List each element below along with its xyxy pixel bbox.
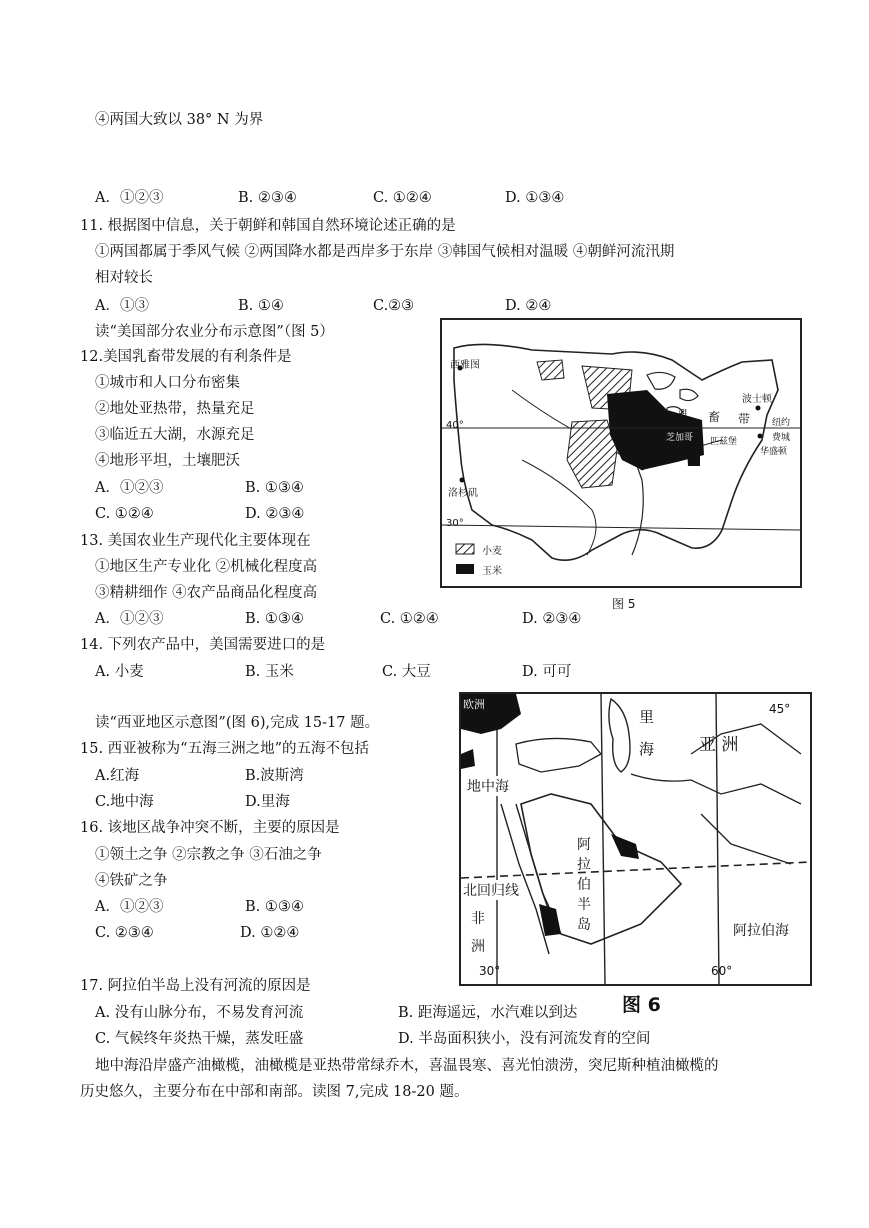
q13-statements-line1: ①地区生产专业化 ②机械化程度高	[95, 559, 318, 575]
label-lon-30: 30°	[479, 964, 501, 978]
q11-option-c: C.②③	[373, 298, 415, 314]
q14-option-c: C. 大豆	[382, 664, 431, 680]
label-caspian-1: 里	[639, 708, 655, 726]
q10-statement-4: ④两国大致以 38° N 为界	[95, 112, 264, 128]
q12-statement-1: ①城市和人口分布密集	[95, 375, 240, 391]
q12-statement-2: ②地处亚热带，热量充足	[95, 401, 255, 417]
q13-statements-line2: ③精耕细作 ④农产品商品化程度高	[95, 585, 318, 601]
q14-option-d: D. 可可	[522, 664, 572, 680]
figure6-intro: 读“西亚地区示意图”(图 6),完成 15-17 题。	[95, 715, 380, 731]
label-arabia-5: 岛	[577, 917, 591, 933]
q12-statement-3: ③临近五大湖，水源充足	[95, 427, 255, 443]
q13-option-c: C. ①②④	[380, 611, 439, 627]
q13-option-b: B. ①③④	[245, 611, 304, 627]
q12-option-d: D. ②③④	[245, 506, 305, 522]
figure5-us-agriculture-map	[440, 318, 802, 588]
label-asia: 亚 洲	[699, 735, 739, 755]
q16-stem: 16. 该地区战争冲突不断，主要的原因是	[80, 820, 340, 836]
q13-option-a: A．①②③	[95, 611, 164, 627]
q11-statements-line1: ①两国都属于季风气候 ②两国降水都是西岸多于东岸 ③韩国气候相对温暖 ④朝鲜河流汛期	[95, 244, 675, 260]
label-arabia-3: 伯	[577, 877, 591, 893]
legend-corn-label: 玉米	[482, 566, 502, 577]
label-africa-1: 非	[471, 911, 485, 927]
tropic-of-cancer-line	[461, 862, 810, 878]
q10-option-c: C. ①②④	[373, 190, 432, 206]
q12-option-b: B. ①③④	[245, 480, 304, 496]
label-tropic-of-cancer: 北回归线	[463, 880, 519, 900]
label-newyork: 纽约	[772, 418, 791, 428]
q16-statements-line1: ①领土之争 ②宗教之争 ③石油之争	[95, 847, 322, 863]
label-arabia-2: 拉	[577, 857, 591, 873]
persian-gulf-oil-region	[611, 834, 639, 859]
wheat-region-south	[567, 420, 617, 488]
q15-stem: 15. 西亚被称为“五海三洲之地”的五海不包括	[80, 741, 369, 757]
q11-stem: 11. 根据图中信息，关于朝鲜和韩国自然环境论述正确的是	[80, 218, 456, 234]
label-washington: 华盛顿	[760, 447, 788, 457]
q10-option-b: B. ②③④	[238, 190, 297, 206]
q10-option-d: D. ①③④	[505, 190, 565, 206]
q17-option-d: D. 半岛面积狭小，没有河流发育的空间	[398, 1031, 651, 1047]
anatolia-outline	[516, 738, 601, 772]
label-dairy-2: 畜	[708, 410, 721, 424]
south-coast	[701, 814, 791, 864]
q11-option-a: A．①③	[95, 298, 149, 314]
q14-stem: 14. 下列农产品中，美国需要进口的是	[80, 637, 326, 653]
label-dairy-1: 乳	[678, 408, 691, 422]
med-dark-patch	[461, 749, 475, 769]
q16-statements-line2: ④铁矿之争	[95, 873, 168, 889]
label-caspian-2: 海	[639, 740, 655, 758]
q14-option-a: A. 小麦	[95, 664, 144, 680]
label-lon-60: 60°	[711, 964, 733, 978]
q16-option-a: A．①②③	[95, 899, 164, 915]
figure6-caption: 图 6	[622, 994, 661, 1016]
label-pittsburgh: 匹兹堡	[710, 437, 738, 447]
legend-wheat-swatch	[456, 544, 474, 554]
q12-option-a: A．①②③	[95, 480, 164, 496]
iran-border	[631, 774, 801, 804]
q15-option-b: B.波斯湾	[245, 768, 304, 784]
label-europe: 欧洲	[463, 698, 485, 711]
latitude-30-line	[442, 525, 800, 530]
q16-option-c: C. ②③④	[95, 925, 154, 941]
label-lat-30: 30°	[446, 518, 464, 529]
west-asia-drawing	[461, 694, 810, 984]
q16-option-b: B. ①③④	[245, 899, 304, 915]
nyc-dot	[758, 434, 763, 439]
figure5-intro: 读“美国部分农业分布示意图”（图 5）	[95, 324, 334, 340]
label-lat-40: 40°	[446, 420, 464, 431]
q15-option-a: A.红海	[95, 768, 140, 784]
figure6-west-asia-map	[459, 692, 812, 986]
label-arabian-sea: 阿拉伯海	[733, 923, 789, 939]
la-dot	[460, 478, 465, 483]
legend-corn-swatch	[456, 564, 474, 574]
q12-statement-4: ④地形平坦，土壤肥沃	[95, 453, 240, 469]
q11-statements-line2: 相对较长	[95, 270, 153, 286]
q13-stem: 13. 美国农业生产现代化主要体现在	[80, 533, 311, 549]
label-boston: 波士顿	[742, 394, 772, 405]
boston-dot	[756, 406, 761, 411]
paragraph-line1: 地中海沿岸盛产油橄榄，油橄榄是亚热带常绿乔木，喜温畏寒、喜光怕溃涝，突尼斯种植油橄榄的	[95, 1058, 719, 1074]
label-dairy-3: 带	[738, 412, 751, 426]
q15-option-d: D.里海	[245, 794, 290, 810]
q10-option-a: A．①②③	[95, 190, 164, 206]
q17-stem: 17. 阿拉伯半岛上没有河流的原因是	[80, 978, 311, 994]
figure5-caption: 图 5	[612, 597, 636, 611]
paragraph-line2: 历史悠久，主要分布在中部和南部。读图 7,完成 18-20 题。	[80, 1084, 469, 1100]
chicago-dot	[656, 434, 661, 439]
q16-option-d: D. ①②④	[240, 925, 300, 941]
q17-option-b: B. 距海遥远，水汽难以到达	[398, 1005, 578, 1021]
label-philadelphia: 费城	[772, 433, 791, 443]
q14-option-b: B. 玉米	[245, 664, 294, 680]
label-arabia-1: 阿	[577, 837, 591, 853]
label-arabia-4: 半	[577, 897, 591, 913]
q11-option-d: D. ②④	[505, 298, 552, 314]
legend-wheat-label: 小麦	[482, 546, 502, 557]
q13-option-d: D. ②③④	[522, 611, 582, 627]
q11-option-b: B. ①④	[238, 298, 284, 314]
label-africa-2: 洲	[471, 939, 485, 955]
q15-option-c: C.地中海	[95, 794, 154, 810]
caspian-sea	[609, 699, 630, 772]
q17-option-c: C. 气候终年炎热干燥，蒸发旺盛	[95, 1031, 304, 1047]
q17-option-a: A. 没有山脉分布，不易发育河流	[95, 1005, 304, 1021]
q12-stem: 12.美国乳畜带发展的有利条件是	[80, 349, 292, 365]
label-lat-45: 45°	[769, 702, 791, 716]
label-los-angeles: 洛杉矶	[448, 488, 478, 499]
label-chicago: 芝加哥	[666, 430, 693, 443]
wheat-region-north-1	[537, 360, 564, 380]
q12-option-c: C. ①②④	[95, 506, 154, 522]
label-seattle: 西雅图	[450, 360, 480, 371]
label-mediterranean: 地中海	[467, 776, 509, 796]
